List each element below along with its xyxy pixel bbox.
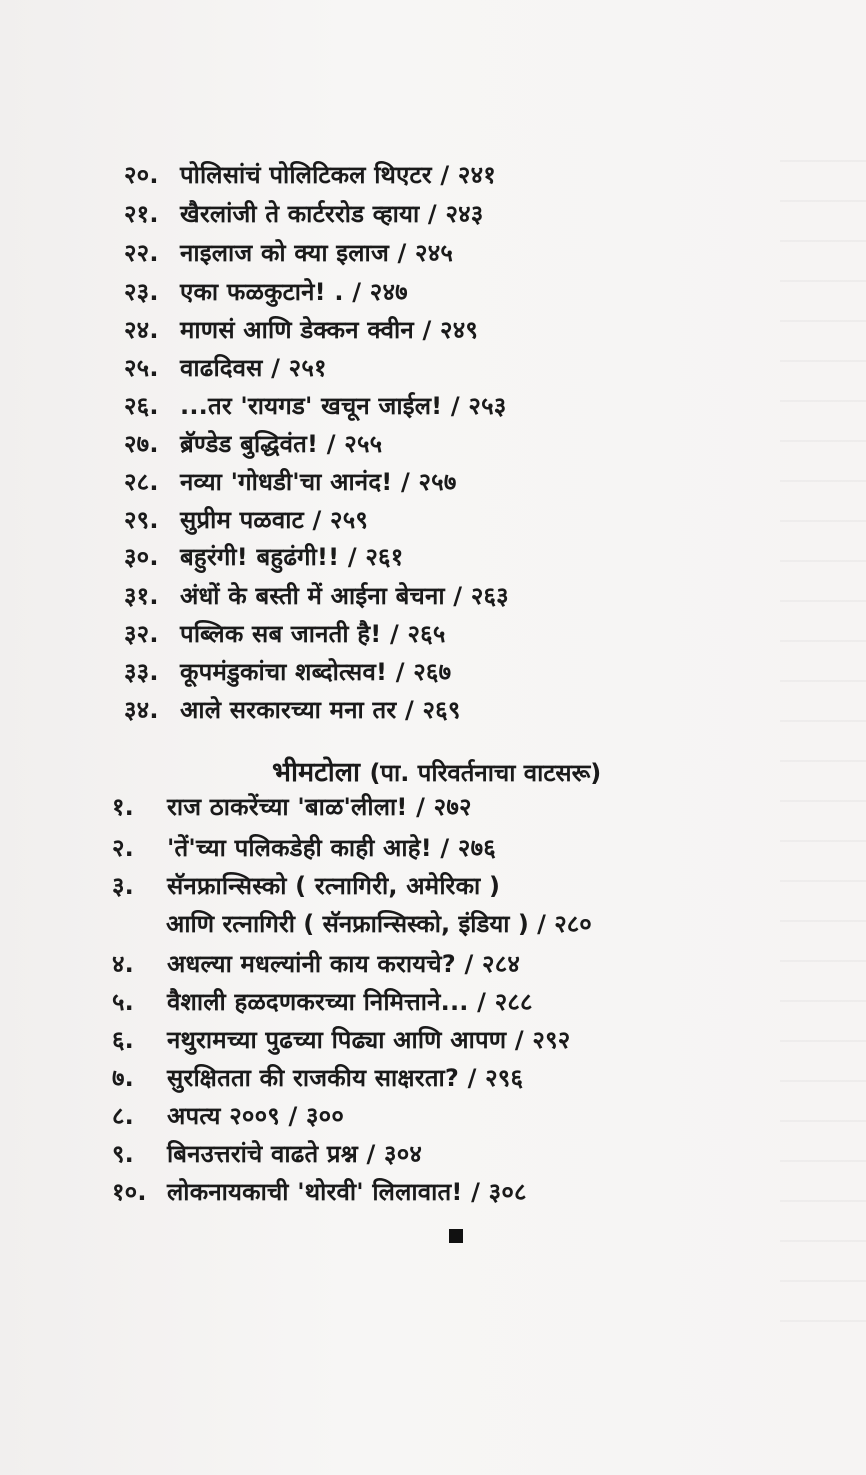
entry-number: १.	[112, 793, 134, 821]
entry-title: ...तर 'रायगड' खचून जाईल! / २५३	[180, 392, 507, 420]
entry-number: ३३.	[124, 658, 159, 686]
entry-number: २४.	[124, 316, 159, 344]
entry-number: २३.	[124, 278, 159, 306]
entry-title: कूपमंडुकांचा शब्दोत्सव! / २६७	[180, 658, 452, 686]
entry-title: बहुरंगी! बहुढंगी!! / २६१	[180, 543, 404, 571]
entry-title: राज ठाकरेंच्या 'बाळ'लीला! / २७२	[167, 793, 472, 821]
entry-title: सुप्रीम पळवाट / २५९	[180, 506, 369, 534]
entry-number: ७.	[112, 1064, 134, 1092]
entry-number: २०.	[124, 161, 159, 189]
entry-title: 'तें'च्या पलिकडेही काही आहे! / २७६	[167, 834, 496, 862]
entry-title: एका फळकुटाने! . / २४७	[180, 278, 408, 306]
entry-number: २२.	[124, 239, 159, 267]
entry-number: ९.	[112, 1140, 134, 1168]
entry-number: २१.	[124, 200, 159, 228]
entry-title: अधल्या मधल्यांनी काय करायचे? / २८४	[167, 950, 521, 978]
entry-number: ३४.	[124, 696, 159, 724]
toc-entry-continuation: आणि रत्नागिरी ( सॅनफ्रान्सिस्को, इंडिया ) / २८०	[166, 910, 592, 938]
entry-number: ३२.	[124, 620, 159, 648]
entry-number: २.	[112, 834, 134, 862]
entry-number: ३०.	[124, 543, 159, 571]
entry-number: २६.	[124, 392, 159, 420]
entry-title: खैरलांजी ते कार्टररोड व्हाया / २४३	[180, 200, 484, 228]
entry-title: पोलिसांचं पोलिटिकल थिएटर / २४१	[180, 161, 496, 189]
entry-title: माणसं आणि डेक्कन क्वीन / २४९	[180, 316, 479, 344]
entry-title: सुरक्षितता की राजकीय साक्षरता? / २९६	[167, 1064, 524, 1092]
entry-title: ब्रॅण्डेड बुद्धिवंत! / २५५	[180, 430, 383, 458]
entry-number: ४.	[112, 950, 134, 978]
entry-number: ३१.	[124, 582, 159, 610]
section-title: भीमटोला	[272, 757, 361, 788]
entry-title: पब्लिक सब जानती है! / २६५	[180, 620, 446, 648]
entry-title: बिनउत्तरांचे वाढते प्रश्न / ३०४	[167, 1140, 423, 1168]
entry-title: नाइलाज को क्या इलाज / २४५	[180, 239, 454, 267]
entry-title: सॅनफ्रान्सिस्को ( रत्नागिरी, अमेरिका )	[167, 872, 501, 900]
end-square-mark	[449, 1229, 463, 1243]
entry-title: अंधों के बस्ती में आईना बेचना / २६३	[180, 582, 509, 610]
entry-number: २८.	[124, 468, 159, 496]
entry-title: वैशाली हळदणकरच्या निमित्ताने... / २८८	[167, 988, 533, 1016]
entry-number: २९.	[124, 506, 159, 534]
entry-number: २७.	[124, 430, 159, 458]
entry-title: आले सरकारच्या मना तर / २६९	[180, 696, 461, 724]
entry-title: नव्या 'गोधडी'चा आनंद! / २५७	[180, 468, 457, 496]
entry-title: वाढदिवस / २५१	[180, 354, 327, 382]
entry-number: ५.	[112, 988, 134, 1016]
entry-number: ६.	[112, 1026, 134, 1054]
entry-number: ३.	[112, 872, 134, 900]
entry-title: अपत्य २००९ / ३००	[167, 1102, 345, 1130]
entry-number: ८.	[112, 1102, 134, 1130]
section-subtitle: (पा. परिवर्तनाचा वाटसरू)	[369, 759, 602, 787]
entry-number: १०.	[112, 1178, 147, 1206]
entry-number: २५.	[124, 354, 159, 382]
entry-title: लोकनायकाची 'थोरवी' लिलावात! / ३०८	[167, 1178, 527, 1206]
entry-title: नथुरामच्या पुढच्या पिढ्या आणि आपण / २९२	[167, 1026, 571, 1054]
bleed-through-text	[780, 160, 866, 1360]
